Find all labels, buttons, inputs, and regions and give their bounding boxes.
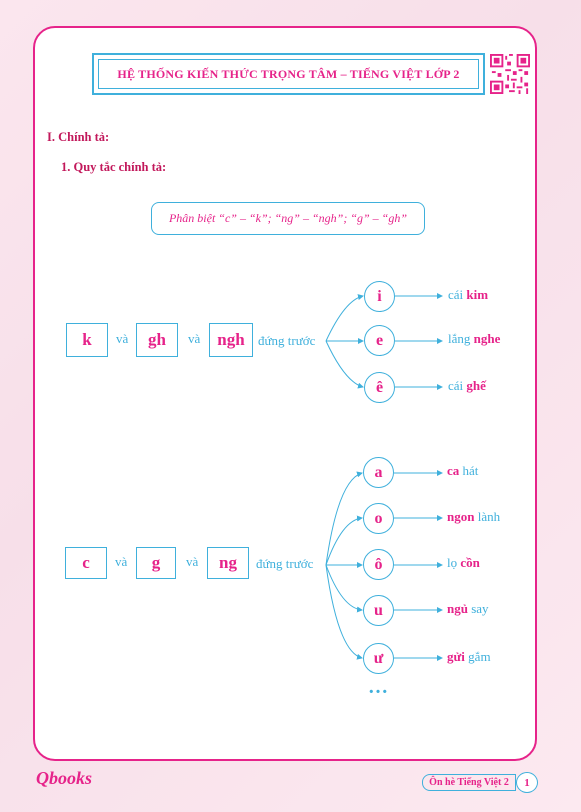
rule-note: Phân biệt “c” – “k”; “ng” – “ngh”; “g” – “gh” <box>151 202 425 235</box>
conj-text: và <box>188 331 201 346</box>
example-word: ca hát <box>447 463 479 478</box>
before-text: đứng trước <box>258 333 316 348</box>
vowel-circle: ô <box>363 549 394 580</box>
conj-text: và <box>116 331 129 346</box>
letter-box-ng: ng <box>207 547 249 579</box>
example-word: gửi gắm <box>447 649 491 664</box>
vowel-circle: i <box>364 281 395 312</box>
vowel-circle: o <box>363 503 394 534</box>
conj-text: và <box>186 554 199 569</box>
example-word: lọ cồn <box>447 555 480 570</box>
vowel-circle: ê <box>364 372 395 403</box>
vowel-circle: u <box>363 595 394 626</box>
vowel-circle: ư <box>363 643 394 674</box>
letter-box-gh: gh <box>136 323 178 357</box>
vowel-circle: a <box>363 457 394 488</box>
letter-box-g: g <box>136 547 176 579</box>
page-title: HỆ THỐNG KIẾN THỨC TRỌNG TÂM – TIẾNG VIỆT LỚP 2 <box>117 66 460 81</box>
letter-box-ngh: ngh <box>209 323 253 357</box>
conj-text: và <box>115 554 128 569</box>
example-word: cái kim <box>448 287 489 302</box>
letter-box-k: k <box>66 323 108 357</box>
example-word: ngủ say <box>447 601 489 616</box>
qbooks-logo: Qbooks <box>36 768 93 788</box>
example-word: cái ghế <box>448 378 486 393</box>
section-heading: I. Chính tả: <box>47 130 110 144</box>
more-indicator: … <box>368 676 389 698</box>
example-word: lắng nghe <box>448 331 501 346</box>
footer-label: Ôn hè Tiếng Việt 2 <box>422 774 516 791</box>
vowel-circle: e <box>364 325 395 356</box>
example-word: ngon lành <box>447 509 501 524</box>
subsection-heading: 1. Quy tắc chính tả: <box>61 160 167 174</box>
letter-box-c: c <box>65 547 107 579</box>
page-number: 1 <box>516 772 538 793</box>
before-text: đứng trước <box>256 556 314 571</box>
